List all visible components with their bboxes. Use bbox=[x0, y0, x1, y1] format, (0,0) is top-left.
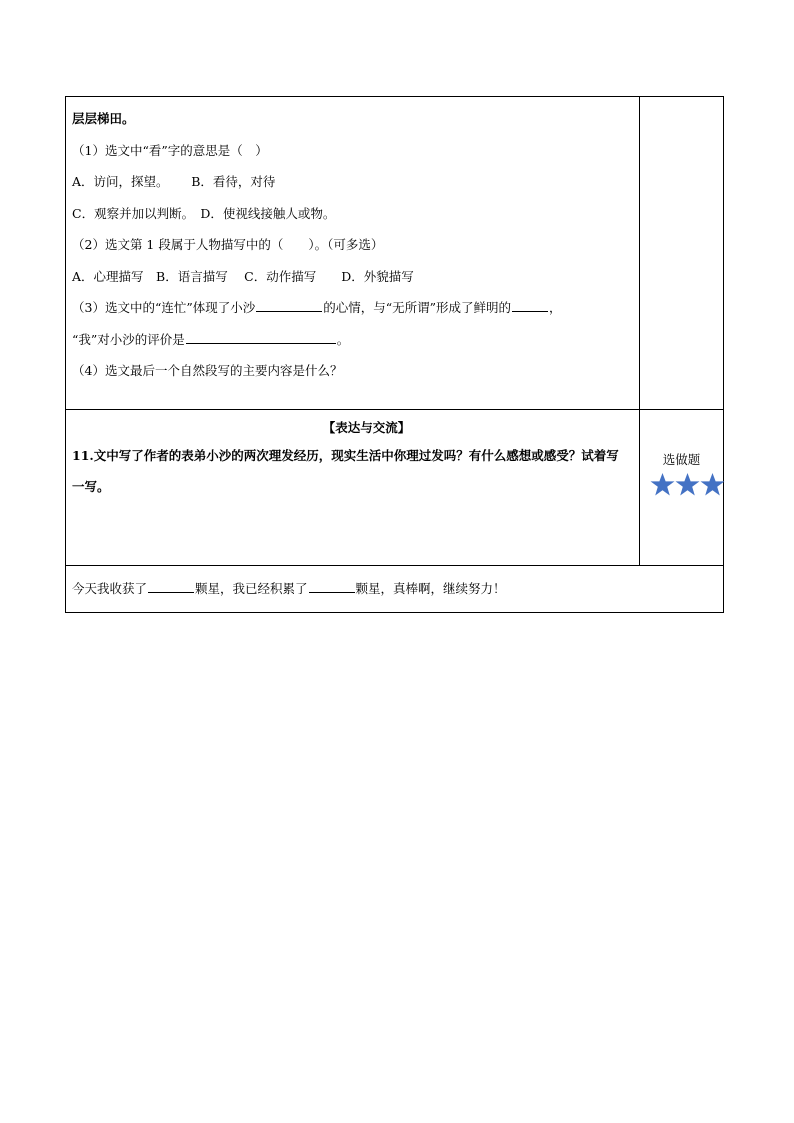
q2-options: A．心理描写 B．语言描写 C．动作描写 D．外貌描写 bbox=[72, 268, 414, 284]
q3-text-d: “我”对小沙的评价是 bbox=[72, 331, 185, 347]
section-heading: 【表达与交流】 bbox=[322, 420, 411, 435]
passage-end-line: 层层梯田。 bbox=[72, 111, 135, 126]
q3-text-a: （3）选文中的“连忙”体现了小沙 bbox=[72, 300, 256, 315]
q3-line-2 bbox=[72, 324, 631, 356]
star-icon bbox=[650, 472, 675, 497]
optional-side-cell bbox=[640, 410, 723, 565]
q3-blank-3[interactable] bbox=[186, 329, 336, 344]
star-rating bbox=[650, 472, 725, 497]
q1-options-ab: A．访问，探望。 B．看待，对待 bbox=[72, 174, 276, 189]
footer-text-c: 颗星，真棒啊，继续努力！ bbox=[355, 581, 506, 596]
question-11: 11.文中写了作者的表弟小沙的两次理发经历，现实生活中你理过发吗？有什么感想或感受？试着写一写。 bbox=[72, 448, 619, 494]
q3-text-e: 。 bbox=[336, 331, 350, 347]
expression-cell bbox=[66, 410, 640, 565]
q3-text-b: 的心情，与“无所谓”形成了鲜明的 bbox=[323, 300, 512, 315]
star-icon bbox=[675, 472, 700, 497]
q3-blank-1[interactable] bbox=[256, 297, 322, 312]
stars-today-blank[interactable] bbox=[148, 578, 194, 593]
star-icon bbox=[700, 472, 725, 497]
optional-label: 选做题 bbox=[662, 452, 701, 467]
q3-blank-2[interactable] bbox=[512, 297, 548, 312]
reading-questions-row bbox=[66, 97, 723, 410]
stars-total-blank[interactable] bbox=[309, 578, 355, 593]
reading-side-cell bbox=[640, 97, 723, 409]
q3-line-1 bbox=[72, 292, 631, 324]
expression-row bbox=[66, 410, 723, 566]
worksheet-table bbox=[65, 96, 724, 613]
footer-row bbox=[66, 566, 723, 612]
q2-text: （2）选文第 1 段属于人物描写中的（ ）。（可多选） bbox=[72, 237, 384, 252]
q1-text: （1）选文中“看”字的意思是（ ） bbox=[72, 142, 268, 158]
footer-text-b: 颗星，我已经积累了 bbox=[195, 581, 308, 596]
q4-text: （4）选文最后一个自然段写的主要内容是什么？ bbox=[72, 363, 343, 378]
footer-text-a: 今天我收获了 bbox=[72, 581, 148, 596]
reading-questions-cell bbox=[66, 97, 640, 409]
footer-cell bbox=[66, 566, 723, 612]
q1-options-cd: C．观察并加以判断。 D．使视线接触人或物。 bbox=[72, 205, 336, 221]
q3-text-c: ， bbox=[549, 300, 562, 315]
